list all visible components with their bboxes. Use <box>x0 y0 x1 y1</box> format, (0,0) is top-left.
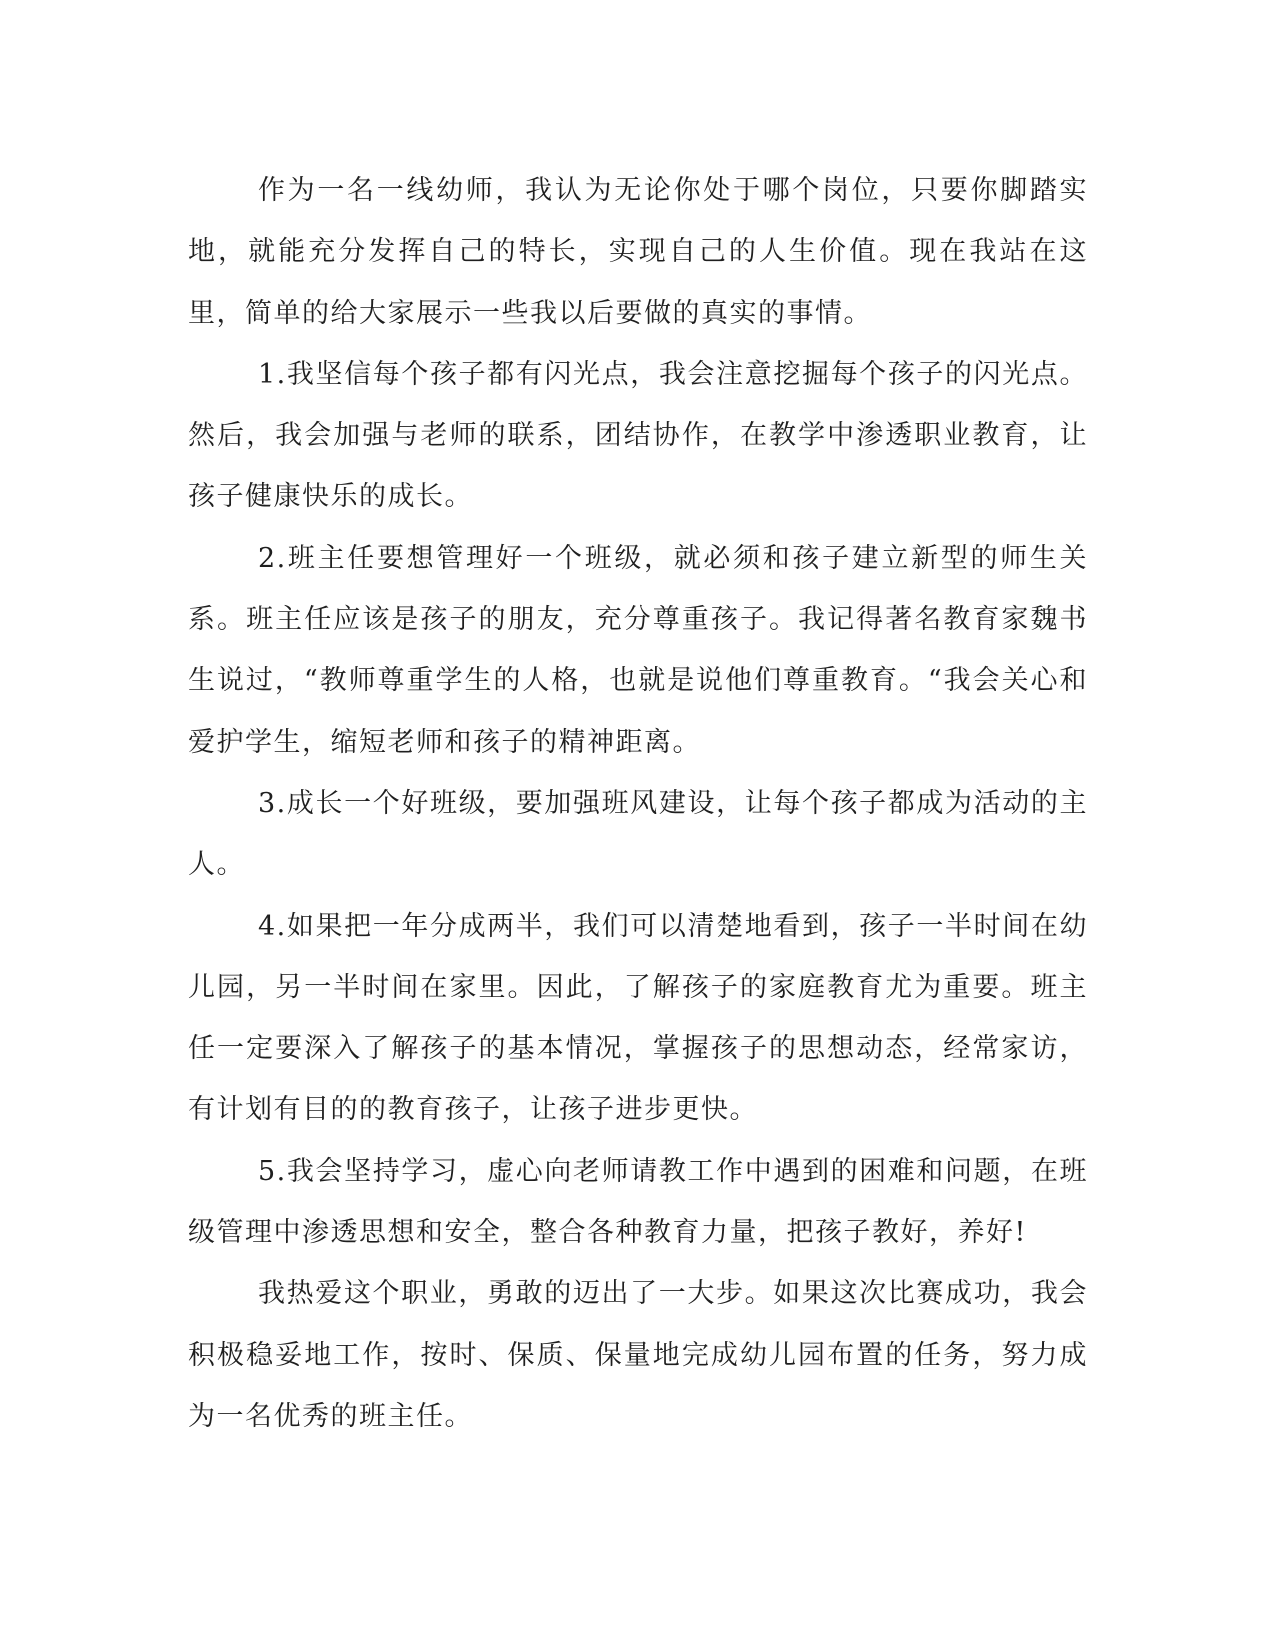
paragraph-point-3: 3.成长一个好班级，要加强班风建设，让每个孩子都成为活动的主人。 <box>188 787 1088 881</box>
paragraph-intro: 作为一名一线幼师，我认为无论你处于哪个岗位，只要你脚踏实地，就能充分发挥自己的特长，实现自己的人生价值。现在我站在这里，简单的给大家展示一些我以后要做的真实的事情。 <box>188 175 1088 329</box>
paragraph-point-2: 2.班主任要想管理好一个班级，就必须和孩子建立新型的师生关系。班主任应该是孩子的朋友，充分尊重孩子。我记得著名教育家魏书生说过，“教师尊重学生的人格，也就是说他们尊重教育。“我会关心和爱护学生，缩短老师和孩子的精神距离。 <box>188 542 1088 758</box>
paragraph-point-1: 1.我坚信每个孩子都有闪光点，我会注意挖掘每个孩子的闪光点。然后，我会加强与老师的联系，团结协作，在教学中渗透职业教育，让孩子健康快乐的成长。 <box>188 358 1088 513</box>
paragraph-point-4: 4.如果把一年分成两半，我们可以清楚地看到，孩子一半时间在幼儿园，另一半时间在家里。因此，了解孩子的家庭教育尤为重要。班主任一定要深入了解孩子的基本情况，掌握孩子的思想动态，经常家访，有计划有目的的教育孩子，让孩子进步更快。 <box>188 910 1088 1126</box>
paragraph-conclusion: 我热爱这个职业，勇敢的迈出了一大步。如果这次比赛成功，我会积极稳妥地工作，按时、保质、保量地完成幼儿园布置的任务，努力成为一名优秀的班主任。 <box>188 1278 1088 1432</box>
paragraph-point-5: 5.我会坚持学习，虚心向老师请教工作中遇到的困难和问题，在班级管理中渗透思想和安全，整合各种教育力量，把孩子教好，养好! <box>188 1155 1088 1249</box>
document-body <box>188 160 1088 1447</box>
